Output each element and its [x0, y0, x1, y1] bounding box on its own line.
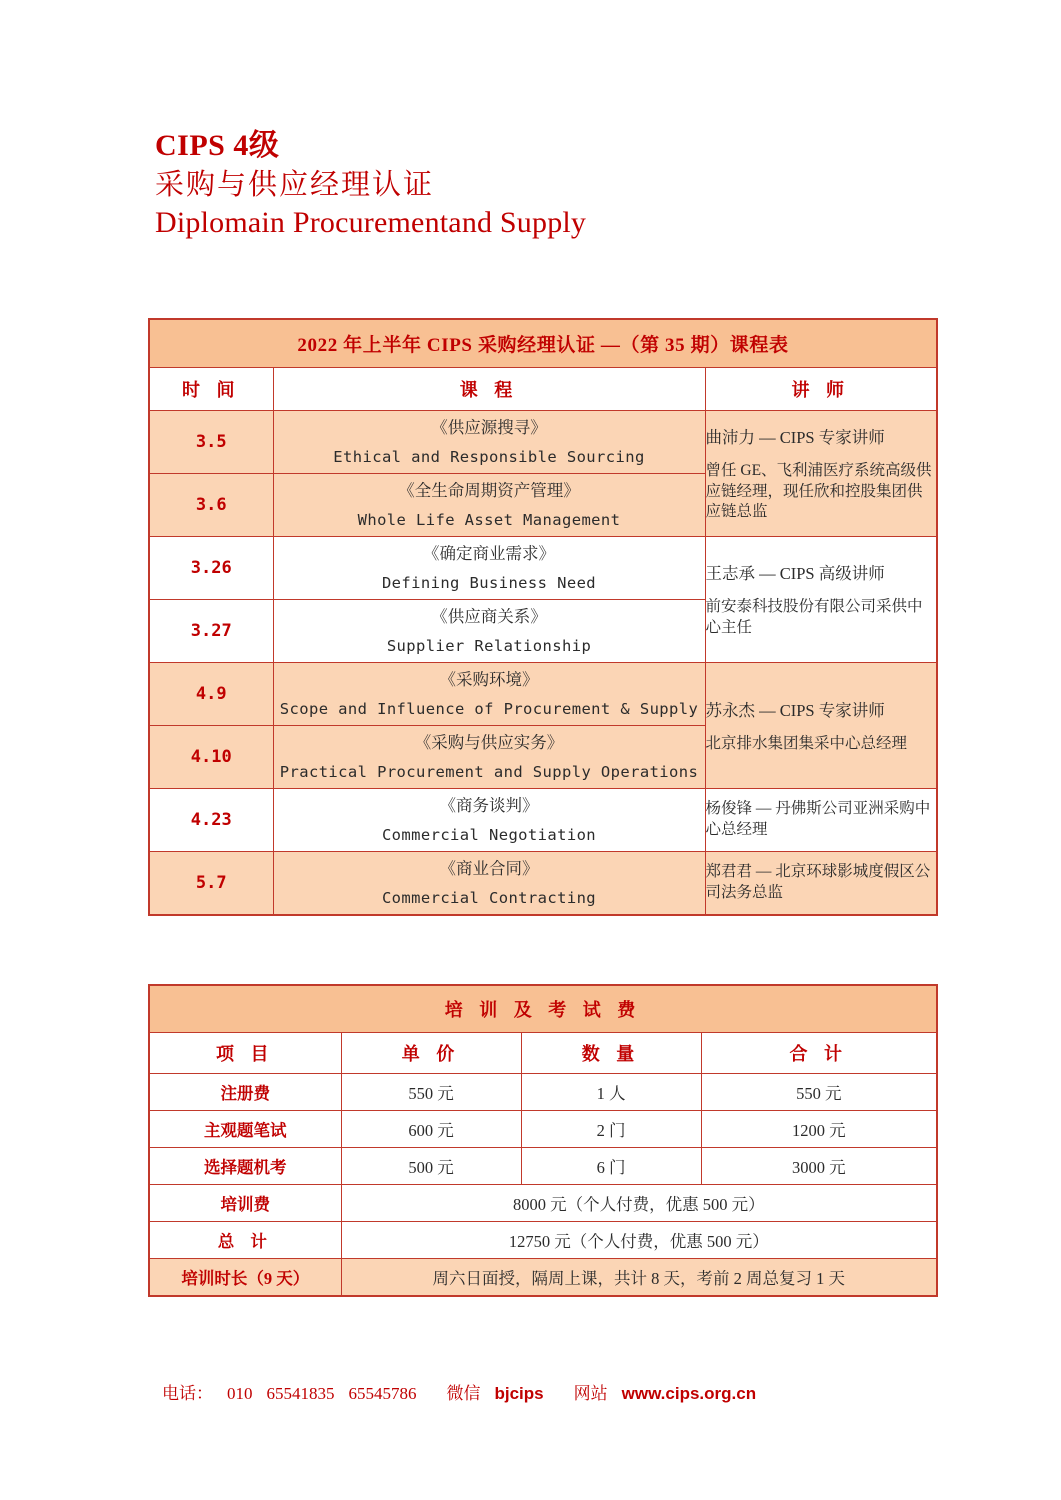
fee-item-label: 注册费 — [149, 1074, 341, 1111]
course-table-header-row — [149, 368, 937, 411]
fee-quantity: 6 门 — [521, 1148, 701, 1185]
fee-unit-price: 600 元 — [341, 1111, 521, 1148]
column-header-unit-price: 单 价 — [341, 1033, 521, 1074]
table-row — [149, 1111, 937, 1148]
fee-unit-price: 550 元 — [341, 1074, 521, 1111]
instructor-cell — [705, 852, 937, 916]
wechat-handle: bjcips — [494, 1384, 544, 1403]
instructor-bio: 杨俊锋 — 丹佛斯公司亚洲采购中心总经理 — [705, 800, 931, 838]
fee-table — [148, 984, 938, 1297]
table-row — [149, 789, 937, 852]
table-row — [149, 1185, 937, 1222]
instructor-bio: 前安泰科技股份有限公司采供中心主任 — [705, 598, 923, 636]
website-label: 网站 — [573, 1384, 608, 1403]
course-name-en: Defining Business Need — [381, 573, 597, 592]
fee-wide-value: 8000 元（个人付费，优惠 500 元） — [341, 1185, 937, 1222]
table-row — [149, 537, 937, 600]
table-row — [149, 852, 937, 916]
table-row — [149, 1148, 937, 1185]
instructor-cell — [705, 537, 937, 663]
course-table-title: 2022 年上半年 CIPS 采购经理认证 —（第 35 期）课程表 — [149, 319, 937, 368]
course-name-en: Practical Procurement and Supply Operations — [279, 762, 699, 781]
header-title-english: Diplomain Procurementand Supply — [155, 206, 587, 239]
course-table-title-row — [149, 319, 937, 368]
fee-item-label: 培训时长（9 天） — [149, 1259, 341, 1297]
course-name-cell — [273, 537, 705, 600]
column-header-item: 项 目 — [149, 1033, 341, 1074]
fee-unit-price: 500 元 — [341, 1148, 521, 1185]
course-name-cell — [273, 852, 705, 916]
table-row — [149, 411, 937, 474]
course-date: 4.10 — [149, 726, 273, 789]
instructor-name: 曲沛力 — CIPS 专家讲师 — [705, 427, 885, 447]
fee-wide-value: 12750 元（个人付费，优惠 500 元） — [341, 1222, 937, 1259]
course-name-cn: 《全生命周期资产管理》 — [398, 480, 580, 500]
course-name-cell — [273, 474, 705, 537]
course-name-cell — [273, 411, 705, 474]
course-name-en: Ethical and Responsible Sourcing — [333, 447, 645, 466]
course-name-cn: 《供应源搜寻》 — [431, 417, 547, 437]
course-date: 3.26 — [149, 537, 273, 600]
course-date: 3.6 — [149, 474, 273, 537]
instructor-bio: 北京排水集团集采中心总经理 — [705, 734, 908, 752]
instructor-bio: 郑君君 — 北京环球影城度假区公司法务总监 — [705, 863, 931, 901]
fee-table-title: 培 训 及 考 试 费 — [149, 985, 937, 1033]
course-date: 5.7 — [149, 852, 273, 916]
fee-item-label: 培训费 — [149, 1185, 341, 1222]
instructor-bio: 曾任 GE、飞利浦医疗系统高级供应链经理，现任欣和控股集团供应链总监 — [705, 461, 932, 521]
course-name-cn: 《采购与供应实务》 — [414, 732, 564, 752]
course-name-en: Supplier Relationship — [386, 636, 592, 655]
fee-total: 550 元 — [701, 1074, 937, 1111]
fee-table-title-row — [149, 985, 937, 1033]
table-row — [149, 1259, 937, 1297]
fee-wide-value: 周六日面授，隔周上课，共计 8 天，考前 2 周总复习 1 天 — [341, 1259, 937, 1297]
instructor-cell — [705, 789, 937, 852]
course-name-cell — [273, 789, 705, 852]
phone-area-code: 010 — [227, 1384, 253, 1403]
course-name-cn: 《确定商业需求》 — [423, 543, 555, 563]
instructor-cell — [705, 663, 937, 789]
fee-item-label: 选择题机考 — [149, 1148, 341, 1185]
fee-table-header-row — [149, 1033, 937, 1074]
course-name-cn: 《供应商关系》 — [431, 606, 547, 626]
course-name-cn: 《商业合同》 — [439, 858, 539, 878]
phone-number-2: 65545786 — [348, 1384, 417, 1403]
instructor-cell — [705, 411, 937, 537]
fee-total: 1200 元 — [701, 1111, 937, 1148]
fee-item-label: 总 计 — [149, 1222, 341, 1259]
column-header-course: 课 程 — [273, 368, 705, 411]
table-row — [149, 663, 937, 726]
course-name-cn: 《采购环境》 — [439, 669, 539, 689]
instructor-name: 王志承 — CIPS 高级讲师 — [705, 564, 885, 584]
fee-total: 3000 元 — [701, 1148, 937, 1185]
course-date: 4.23 — [149, 789, 273, 852]
course-date: 3.5 — [149, 411, 273, 474]
header-title-chinese: 采购与供应经理认证 — [155, 167, 435, 201]
table-row — [149, 1222, 937, 1259]
website-url[interactable]: www.cips.org.cn — [621, 1384, 757, 1403]
phone-number-1: 65541835 — [266, 1384, 335, 1403]
instructor-name: 苏永杰 — CIPS 专家讲师 — [705, 700, 885, 720]
course-name-cell — [273, 600, 705, 663]
document-header — [155, 128, 586, 242]
column-header-instructor: 讲 师 — [705, 368, 937, 411]
phone-label: 电话： — [162, 1384, 213, 1403]
course-name-en: Commercial Negotiation — [381, 825, 597, 844]
contact-footer — [162, 1379, 756, 1404]
column-header-time: 时 间 — [149, 368, 273, 411]
course-name-en: Whole Life Asset Management — [357, 510, 621, 529]
course-date: 4.9 — [149, 663, 273, 726]
fee-item-label: 主观题笔试 — [149, 1111, 341, 1148]
course-date: 3.27 — [149, 600, 273, 663]
column-header-quantity: 数 量 — [521, 1033, 701, 1074]
table-row — [149, 1074, 937, 1111]
header-title-level: CIPS 4级 — [155, 129, 280, 162]
column-header-total: 合 计 — [701, 1033, 937, 1074]
course-name-en: Scope and Influence of Procurement & Supply — [279, 699, 699, 718]
fee-quantity: 2 门 — [521, 1111, 701, 1148]
course-name-cell — [273, 663, 705, 726]
course-schedule-table — [148, 318, 938, 916]
fee-quantity: 1 人 — [521, 1074, 701, 1111]
wechat-label: 微信 — [446, 1384, 481, 1403]
course-name-en: Commercial Contracting — [381, 888, 597, 907]
course-name-cn: 《商务谈判》 — [439, 795, 539, 815]
course-name-cell — [273, 726, 705, 789]
